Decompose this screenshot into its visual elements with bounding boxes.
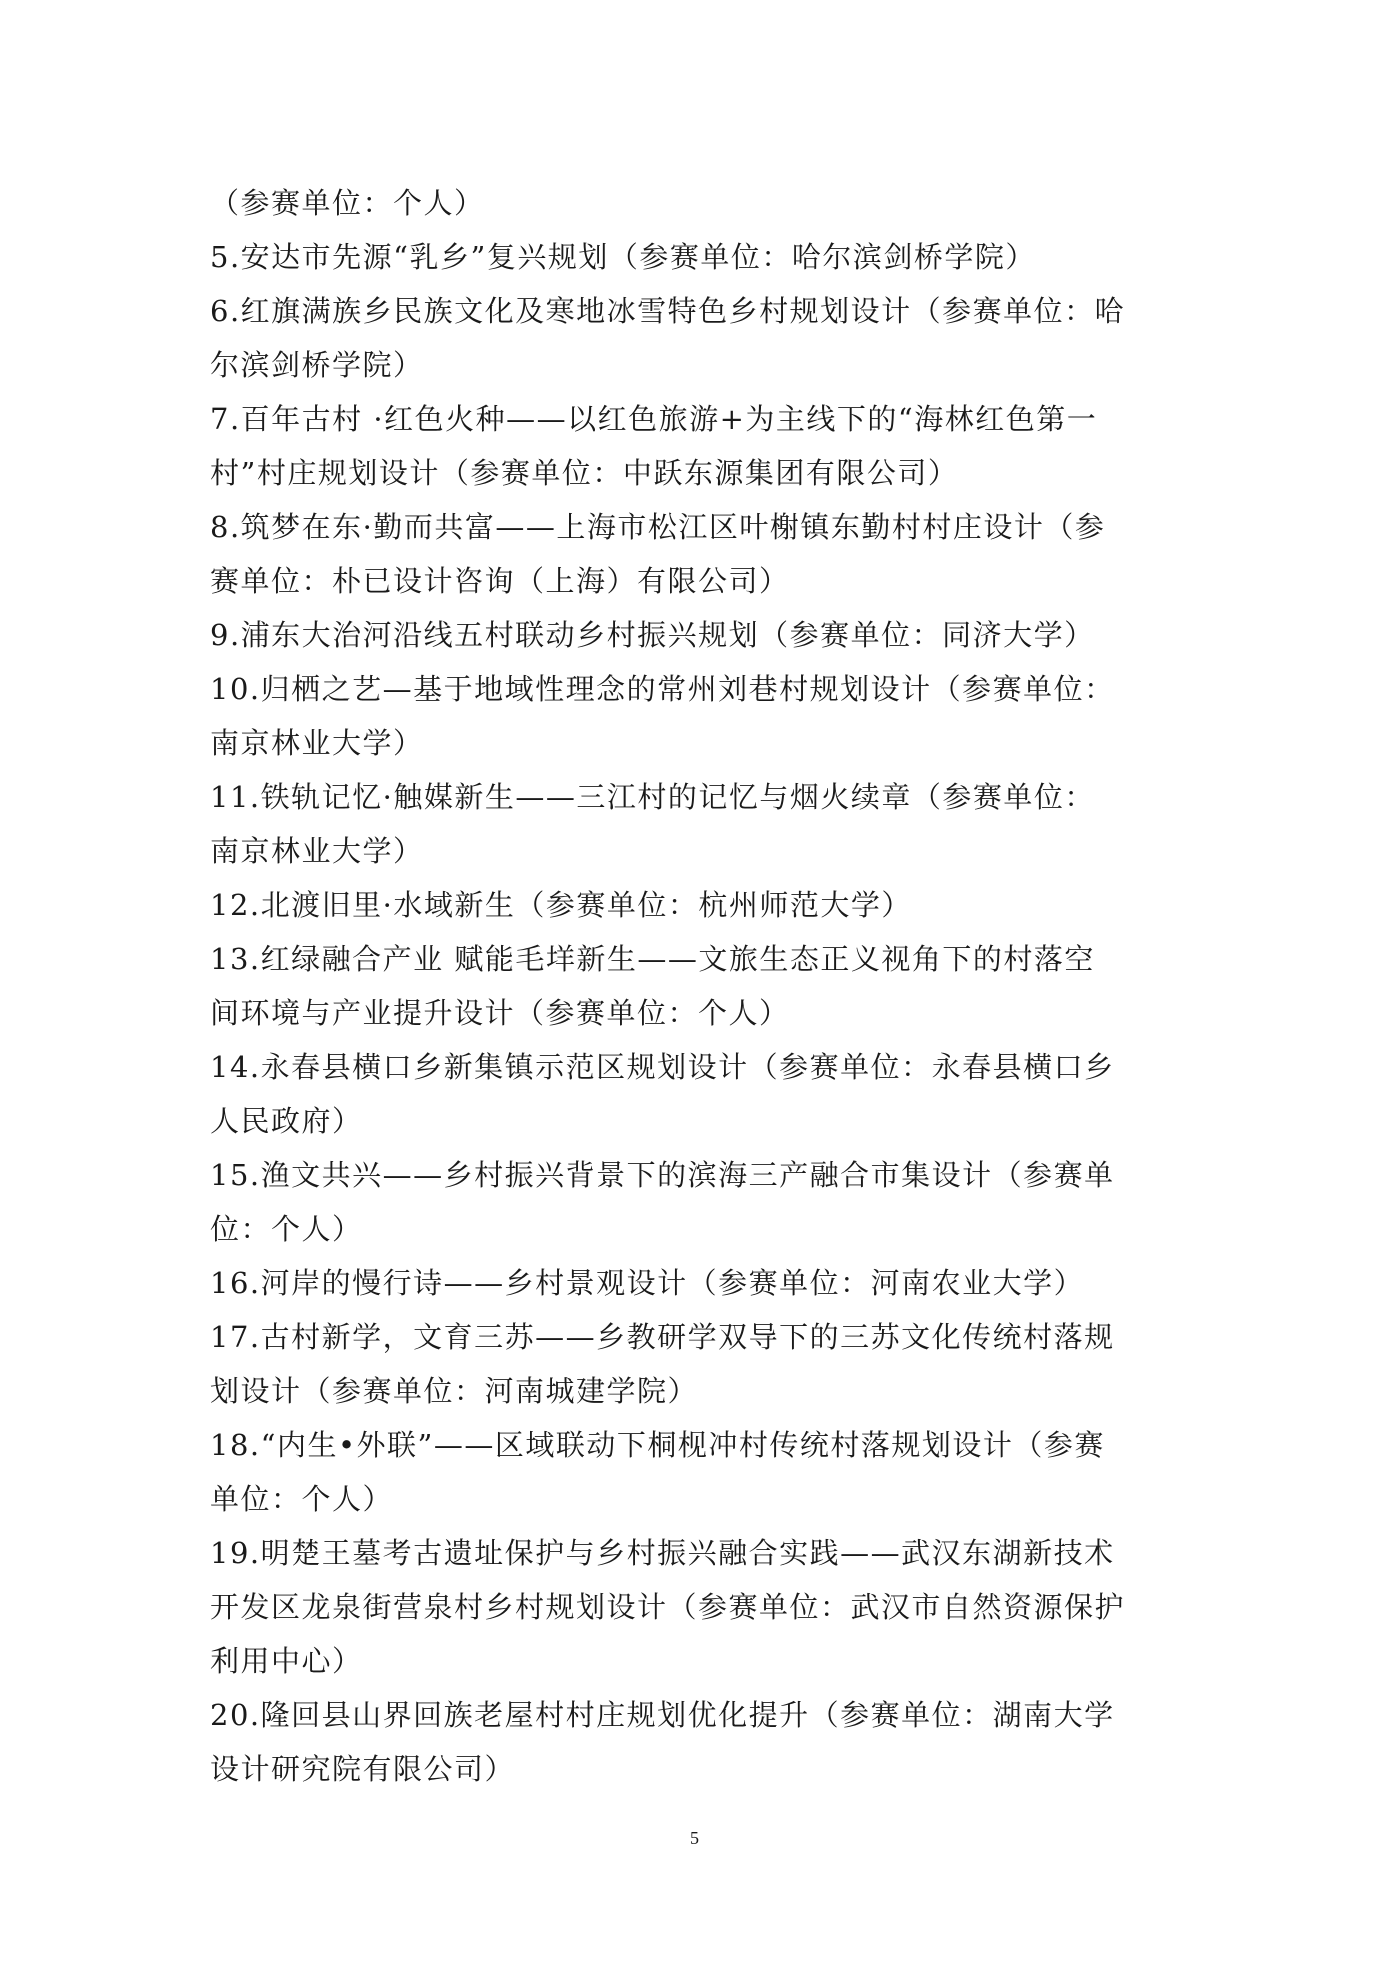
text-line: 6.红旗满族乡民族文化及寒地冰雪特色乡村规划设计（参赛单位：哈	[210, 294, 1126, 328]
text-line: 开发区龙泉街营泉村乡村规划设计（参赛单位：武汉市自然资源保护	[210, 1590, 1126, 1624]
text-line: 利用中心）	[210, 1644, 363, 1678]
text-line: 村”村庄规划设计（参赛单位：中跃东源集团有限公司）	[210, 456, 959, 490]
page-number: 5	[690, 1828, 699, 1848]
text-line: 尔滨剑桥学院）	[210, 348, 424, 382]
entry-list	[210, 176, 1186, 1796]
text-line: 人民政府）	[210, 1104, 363, 1138]
text-line: 间环境与产业提升设计（参赛单位：个人）	[210, 996, 790, 1030]
text-line: 14.永春县横口乡新集镇示范区规划设计（参赛单位：永春县横口乡	[210, 1050, 1115, 1084]
text-line: 12.北渡旧里·水域新生（参赛单位：杭州师范大学）	[210, 888, 912, 922]
text-line: 17.古村新学，文育三苏——乡教研学双导下的三苏文化传统村落规	[210, 1320, 1115, 1354]
text-line: 18.“内生•外联”——区域联动下桐枧冲村传统村落规划设计（参赛	[210, 1428, 1105, 1462]
text-line: 15.渔文共兴——乡村振兴背景下的滨海三产融合市集设计（参赛单	[210, 1158, 1115, 1192]
text-line: 13.红绿融合产业 赋能毛垟新生——文旅生态正义视角下的村落空	[210, 942, 1095, 976]
text-line: 5.安达市先源“乳乡”复兴规划（参赛单位：哈尔滨剑桥学院）	[210, 240, 1036, 274]
text-line: 19.明楚王墓考古遗址保护与乡村振兴融合实践——武汉东湖新技术	[210, 1536, 1115, 1570]
text-line: 南京林业大学）	[210, 726, 424, 760]
text-line: 南京林业大学）	[210, 834, 424, 868]
text-line: 11.铁轨记忆·触媒新生——三江村的记忆与烟火续章（参赛单位：	[210, 780, 1095, 814]
text-line: 9.浦东大治河沿线五村联动乡村振兴规划（参赛单位：同济大学）	[210, 618, 1095, 652]
text-line: 8.筑梦在东·勤而共富——上海市松江区叶榭镇东勤村村庄设计（参	[210, 510, 1106, 544]
text-line: （参赛单位：个人）	[210, 186, 485, 220]
text-line: 16.河岸的慢行诗——乡村景观设计（参赛单位：河南农业大学）	[210, 1266, 1085, 1300]
text-line: 划设计（参赛单位：河南城建学院）	[210, 1374, 699, 1408]
text-line: 位：个人）	[210, 1212, 363, 1246]
text-line: 单位：个人）	[210, 1482, 394, 1516]
text-line: 设计研究院有限公司）	[210, 1752, 516, 1786]
text-line: 10.归栖之艺—基于地域性理念的常州刘巷村规划设计（参赛单位：	[210, 672, 1115, 706]
text-line: 赛单位：朴已设计咨询（上海）有限公司）	[210, 564, 790, 598]
text-line: 7.百年古村 ·红色火种——以红色旅游+为主线下的“海林红色第一	[210, 402, 1098, 436]
text-line: 20.隆回县山界回族老屋村村庄规划优化提升（参赛单位：湖南大学	[210, 1698, 1115, 1732]
